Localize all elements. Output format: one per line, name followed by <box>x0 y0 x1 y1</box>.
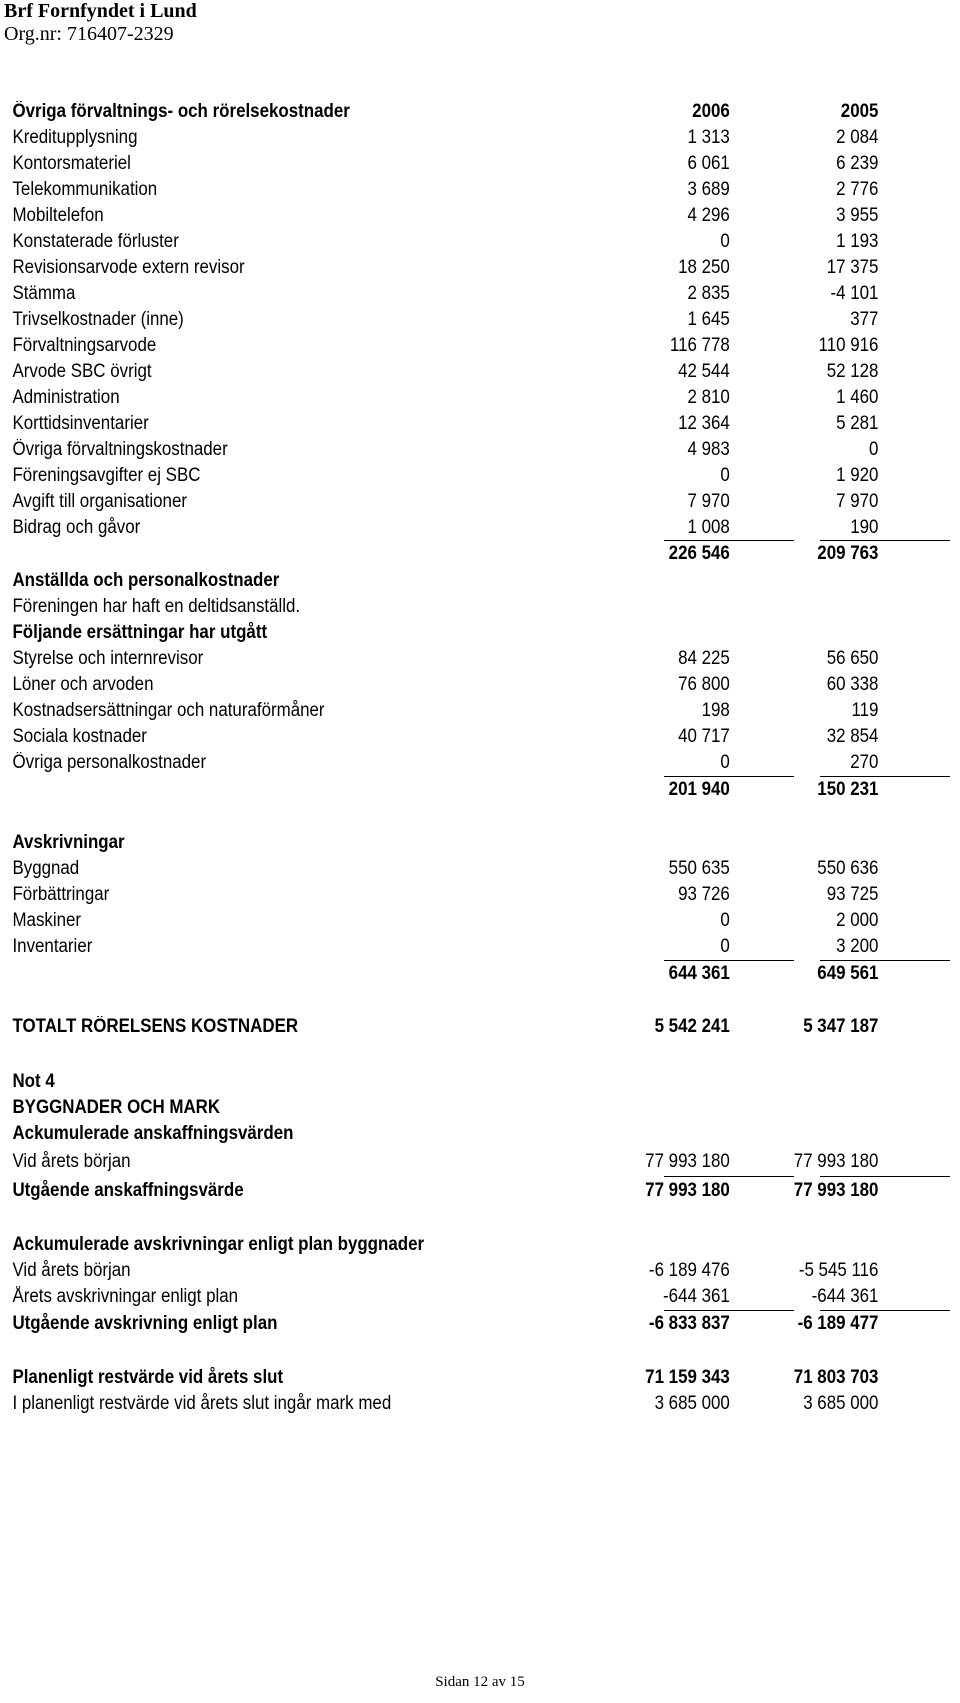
row-value-2006: 71 159 343 <box>645 1367 730 1388</box>
row-value-2005: 77 993 180 <box>793 1180 879 1201</box>
row-label: Kostnadsersättningar och naturaförmåner <box>12 700 325 721</box>
table-row <box>0 307 879 333</box>
row-value-2005: 2 000 <box>836 910 879 931</box>
table-row <box>0 1311 879 1337</box>
row-label: Följande ersättningar har utgått <box>12 622 268 643</box>
row-value-2006: 644 361 <box>668 963 730 984</box>
row-label: Årets avskrivningar enligt plan <box>12 1286 239 1307</box>
table-row <box>0 385 879 411</box>
table-row <box>0 125 879 151</box>
row-label: Förvaltningsarvode <box>12 335 157 356</box>
row-value-2006: 201 940 <box>668 779 730 800</box>
row-label: Anställda och personalkostnader <box>12 570 280 591</box>
row-value-2005: -6 189 477 <box>797 1313 879 1334</box>
row-label: Not 4 <box>12 1071 55 1092</box>
row-label: Föreningen har haft en deltidsanställd. <box>12 596 301 617</box>
row-value-2006: 0 <box>720 936 730 957</box>
table-row <box>0 961 879 987</box>
row-value-2005: 1 920 <box>836 465 879 486</box>
row-label: Bidrag och gåvor <box>12 517 141 538</box>
row-value-2005: 3 685 000 <box>803 1393 879 1414</box>
row-value-2006: 76 800 <box>678 674 730 695</box>
row-value-2006: 2 835 <box>687 283 730 304</box>
table-row <box>0 463 879 489</box>
row-value-2006: 7 970 <box>687 491 730 512</box>
row-value-2006: 4 296 <box>687 205 730 226</box>
row-value-2006: 12 364 <box>678 413 730 434</box>
row-value-2005: 6 239 <box>836 153 879 174</box>
row-value-2006: 226 546 <box>668 543 730 564</box>
table-row <box>0 177 879 203</box>
row-label: Maskiner <box>12 910 82 931</box>
row-value-2006: -644 361 <box>663 1286 730 1307</box>
table-row <box>0 281 879 307</box>
row-value-2005: 1 193 <box>836 231 879 252</box>
row-value-2005: 2 776 <box>836 179 879 200</box>
row-value-2005: 71 803 703 <box>793 1367 879 1388</box>
row-label: Mobiltelefon <box>12 205 104 226</box>
table-row <box>0 1095 854 1121</box>
row-value-2006: 0 <box>720 752 730 773</box>
row-label: Utgående avskrivning enligt plan <box>12 1313 278 1334</box>
table-row <box>0 1284 879 1310</box>
row-value-2006: 93 726 <box>678 884 730 905</box>
row-value-2005: 5 281 <box>836 413 879 434</box>
row-label: Förbättringar <box>12 884 110 905</box>
table-row <box>0 255 879 281</box>
row-label: Konstaterade förluster <box>12 231 179 252</box>
row-value-2006: 116 778 <box>669 335 730 356</box>
row-value-2005: 5 347 187 <box>803 1016 879 1037</box>
organization-name: Brf Fornfyndet i Lund <box>4 0 197 22</box>
table-row <box>0 1178 879 1204</box>
page-number: Sidan 12 av 15 <box>435 1674 525 1690</box>
row-value-2005: 119 <box>851 700 879 721</box>
table-row <box>0 672 879 698</box>
row-value-2005: -4 101 <box>830 283 879 304</box>
table-row <box>0 777 879 803</box>
table-row <box>0 1069 854 1095</box>
row-value-2005: 17 375 <box>826 257 879 278</box>
row-value-2005: 7 970 <box>836 491 879 512</box>
row-value-2006: 0 <box>720 910 730 931</box>
row-value-2006: 40 717 <box>678 726 730 747</box>
row-value-2006: 18 250 <box>678 257 730 278</box>
row-label: BYGGNADER OCH MARK <box>12 1097 221 1118</box>
row-value-2005: 2 084 <box>836 127 879 148</box>
sum-underline <box>664 1176 794 1177</box>
row-value-2005: 649 561 <box>817 963 879 984</box>
table-row <box>0 333 879 359</box>
row-value-2005: 32 854 <box>826 726 879 747</box>
table-row <box>0 515 879 541</box>
row-value-2005: 3 955 <box>836 205 879 226</box>
table-row <box>0 411 879 437</box>
table-row <box>0 203 879 229</box>
row-label: TOTALT RÖRELSENS KOSTNADER <box>12 1016 299 1037</box>
row-label: Löner och arvoden <box>12 674 154 695</box>
row-label: Administration <box>12 387 120 408</box>
row-label: Avgift till organisationer <box>12 491 187 512</box>
table-row <box>0 1391 879 1417</box>
row-label: I planenligt restvärde vid årets slut ingår mark med <box>12 1393 392 1414</box>
row-value-2005: -644 361 <box>811 1286 879 1307</box>
table-row <box>0 1258 879 1284</box>
row-value-2005: 270 <box>850 752 879 773</box>
table-row <box>0 882 879 908</box>
table-row <box>0 359 879 385</box>
row-value-2005: 56 650 <box>826 648 879 669</box>
table-row <box>0 620 854 646</box>
row-label: Utgående anskaffningsvärde <box>12 1180 244 1201</box>
organization-number: Org.nr: 716407-2329 <box>4 23 174 45</box>
table-row <box>0 1149 879 1175</box>
row-label: Planenligt restvärde vid årets slut <box>12 1367 284 1388</box>
row-value-2005: 3 200 <box>836 936 879 957</box>
table-row <box>0 1365 879 1391</box>
table-row <box>0 698 879 724</box>
row-value-2005: 190 <box>850 517 879 538</box>
table-row <box>0 1121 854 1147</box>
row-label: Korttidsinventarier <box>12 413 149 434</box>
row-value-2006: 6 061 <box>687 153 730 174</box>
row-value-2005: 0 <box>869 439 879 460</box>
row-label: Föreningsavgifter ej SBC <box>12 465 201 486</box>
row-label: Vid årets början <box>12 1260 131 1281</box>
row-value-2006: 1 313 <box>687 127 730 148</box>
table-row <box>0 99 879 125</box>
table-row <box>0 568 854 594</box>
row-label: Trivselkostnader (inne) <box>12 309 184 330</box>
row-value-2005: 377 <box>850 309 879 330</box>
row-value-2005: 60 338 <box>826 674 879 695</box>
row-value-2006: 550 635 <box>668 858 730 879</box>
row-value-2006: -6 189 476 <box>648 1260 730 1281</box>
table-row <box>0 908 879 934</box>
row-value-2005: 1 460 <box>836 387 879 408</box>
row-label: Avskrivningar <box>12 832 125 853</box>
row-value-2006: 2006 <box>692 101 730 122</box>
sum-underline <box>820 1176 950 1177</box>
row-label: Arvode SBC övrigt <box>12 361 152 382</box>
table-row <box>0 750 879 776</box>
row-label: Kontorsmateriel <box>12 153 131 174</box>
row-label: Inventarier <box>12 936 93 957</box>
row-value-2006: 0 <box>720 231 730 252</box>
table-row <box>0 594 854 620</box>
row-value-2006: 1 008 <box>687 517 730 538</box>
row-value-2006: 1 645 <box>687 309 730 330</box>
table-row <box>0 489 879 515</box>
table-row <box>0 724 879 750</box>
row-label: Styrelse och internrevisor <box>12 648 204 669</box>
row-label: Telekommunikation <box>12 179 158 200</box>
row-value-2006: -6 833 837 <box>648 1313 730 1334</box>
row-value-2005: 93 725 <box>826 884 879 905</box>
table-row <box>0 541 879 567</box>
row-value-2005: 77 993 180 <box>793 1151 879 1172</box>
table-row <box>0 151 879 177</box>
row-label: Ackumulerade avskrivningar enligt plan byggnader <box>12 1234 425 1255</box>
row-value-2006: 2 810 <box>687 387 730 408</box>
row-label: Sociala kostnader <box>12 726 147 747</box>
row-label: Ackumulerade anskaffningsvärden <box>12 1123 294 1144</box>
table-row <box>0 934 879 960</box>
row-value-2006: 0 <box>720 465 730 486</box>
row-value-2005: 209 763 <box>817 543 879 564</box>
row-label: Vid årets början <box>12 1151 131 1172</box>
table-row <box>0 646 879 672</box>
table-row <box>0 437 879 463</box>
row-value-2006: 198 <box>701 700 730 721</box>
row-label: Övriga förvaltningskostnader <box>12 439 228 460</box>
row-value-2005: 52 128 <box>826 361 879 382</box>
row-value-2006: 5 542 241 <box>654 1016 730 1037</box>
row-label: Övriga förvaltnings- och rörelsekostnader <box>12 101 350 122</box>
row-value-2006: 3 685 000 <box>654 1393 730 1414</box>
table-row <box>0 229 879 255</box>
row-value-2006: 84 225 <box>678 648 730 669</box>
row-value-2005: 150 231 <box>817 779 879 800</box>
table-row <box>0 1232 854 1258</box>
table-row <box>0 830 854 856</box>
table-row <box>0 856 879 882</box>
row-value-2005: 110 916 <box>818 335 879 356</box>
row-label: Revisionsarvode extern revisor <box>12 257 245 278</box>
row-value-2006: 77 993 180 <box>645 1180 730 1201</box>
row-label: Stämma <box>12 283 76 304</box>
row-value-2005: 550 636 <box>817 858 879 879</box>
row-value-2006: 77 993 180 <box>645 1151 730 1172</box>
row-value-2006: 42 544 <box>678 361 730 382</box>
row-label: Övriga personalkostnader <box>12 752 207 773</box>
row-label: Kreditupplysning <box>12 127 138 148</box>
row-label: Byggnad <box>12 858 80 879</box>
row-value-2005: 2005 <box>840 101 879 122</box>
row-value-2006: 4 983 <box>687 439 730 460</box>
row-value-2006: 3 689 <box>687 179 730 200</box>
row-value-2005: -5 545 116 <box>798 1260 879 1281</box>
table-row <box>0 1014 879 1040</box>
